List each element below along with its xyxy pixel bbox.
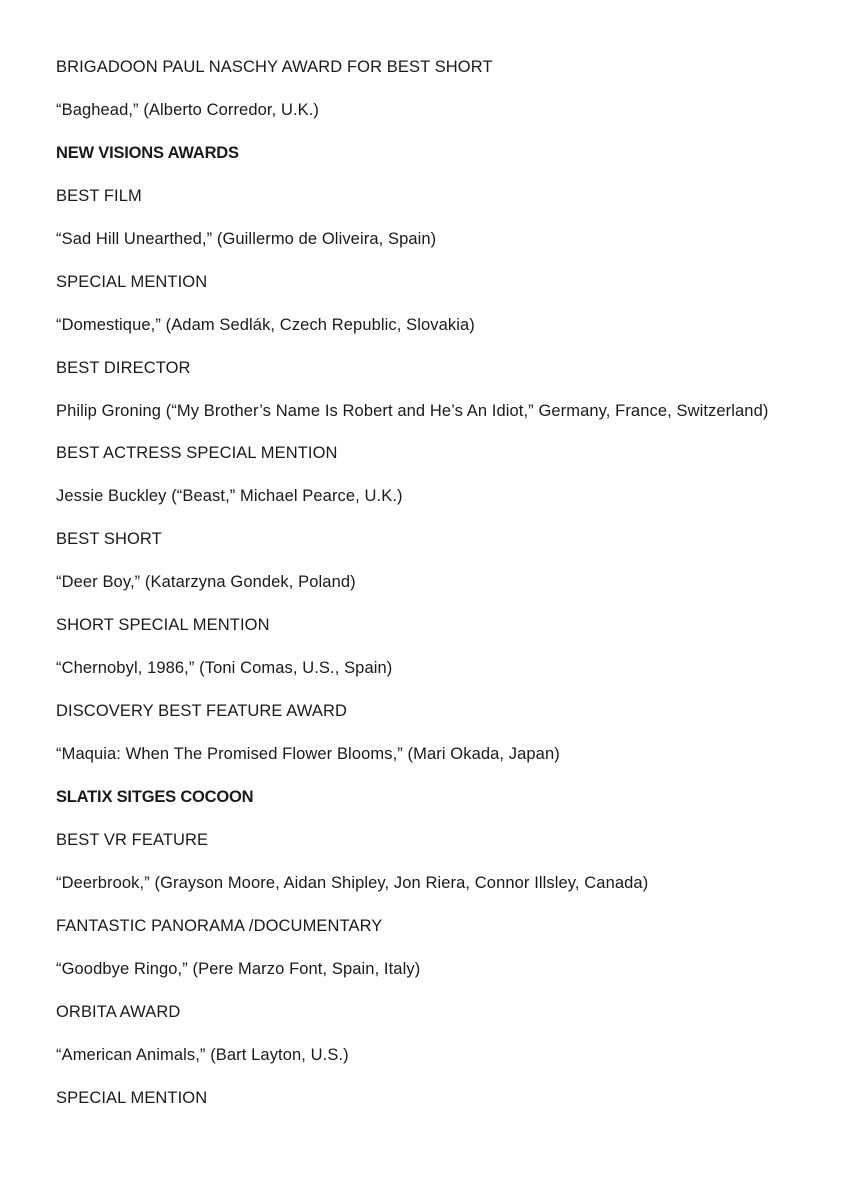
section-heading: NEW VISIONS AWARDS xyxy=(56,144,239,162)
award-winner: “Chernobyl, 1986,” (Toni Comas, U.S., Spain) xyxy=(56,659,393,677)
award-category: BEST FILM xyxy=(56,187,142,205)
award-winner: Philip Groning (“My Brother’s Name Is Robert and He’s An Idiot,” Germany, France, Switzerland) xyxy=(56,402,769,420)
award-category: DISCOVERY BEST FEATURE AWARD xyxy=(56,702,348,720)
award-winner: “Deer Boy,” (Katarzyna Gondek, Poland) xyxy=(56,573,356,591)
award-winner: “Sad Hill Unearthed,” (Guillermo de Oliveira, Spain) xyxy=(56,230,437,248)
award-winner: “Deerbrook,” (Grayson Moore, Aidan Shipley, Jon Riera, Connor Illsley, Canada) xyxy=(56,874,649,892)
award-winner: “American Animals,” (Bart Layton, U.S.) xyxy=(56,1046,349,1064)
award-category: SPECIAL MENTION xyxy=(56,1089,208,1107)
award-category: BEST DIRECTOR xyxy=(56,359,191,377)
award-category: BEST VR FEATURE xyxy=(56,831,209,849)
award-winner: “Baghead,” (Alberto Corredor, U.K.) xyxy=(56,101,320,119)
award-winner: “Goodbye Ringo,” (Pere Marzo Font, Spain, Italy) xyxy=(56,960,421,978)
award-winner: Jessie Buckley (“Beast,” Michael Pearce, U.K.) xyxy=(56,487,403,505)
award-winner: “Domestique,” (Adam Sedlák, Czech Republic, Slovakia) xyxy=(56,316,475,334)
award-category: BEST SHORT xyxy=(56,530,162,548)
section-heading: SLATIX SITGES COCOON xyxy=(56,788,254,806)
award-category: SPECIAL MENTION xyxy=(56,273,208,291)
award-winner: “Maquia: When The Promised Flower Blooms,” (Mari Okada, Japan) xyxy=(56,745,560,763)
document-page xyxy=(56,56,786,1130)
award-category: SHORT SPECIAL MENTION xyxy=(56,616,270,634)
award-category: ORBITA AWARD xyxy=(56,1003,181,1021)
award-category: BEST ACTRESS SPECIAL MENTION xyxy=(56,444,338,462)
award-category: FANTASTIC PANORAMA /DOCUMENTARY xyxy=(56,917,383,935)
award-category: BRIGADOON PAUL NASCHY AWARD FOR BEST SHORT xyxy=(56,58,493,76)
